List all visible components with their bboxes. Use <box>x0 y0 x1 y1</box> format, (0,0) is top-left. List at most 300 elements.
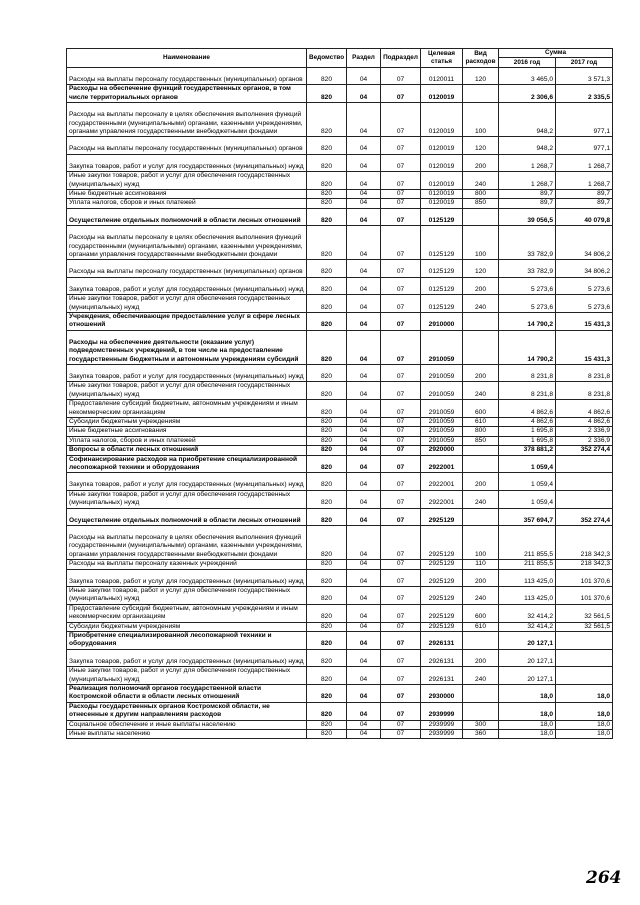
cell-sum-2016: 378 881,2 <box>499 446 556 455</box>
cell-podrazdel: 07 <box>381 587 421 605</box>
cell-article: 2910059 <box>421 417 463 426</box>
cell-sum-2016: 3 465,0 <box>499 68 556 85</box>
table-row <box>67 260 613 277</box>
table-row <box>67 417 613 426</box>
cell-name: Иные бюджетные ассигнования <box>67 427 307 436</box>
cell-name: Иные выплаты населению <box>67 730 307 739</box>
cell-sum-2017: 1 268,7 <box>556 172 613 190</box>
cell-vid <box>463 508 499 525</box>
table-row <box>67 85 613 103</box>
cell-vid: 600 <box>463 400 499 418</box>
cell-sum-2016: 211 855,5 <box>499 526 556 560</box>
cell-vid: 200 <box>463 569 499 586</box>
cell-vedomstvo: 820 <box>307 103 347 137</box>
cell-article: 0120019 <box>421 103 463 137</box>
cell-sum-2017 <box>556 490 613 508</box>
cell-sum-2017: 2 335,5 <box>556 85 613 103</box>
cell-razdel: 04 <box>347 436 381 445</box>
cell-podrazdel: 07 <box>381 702 421 720</box>
cell-podrazdel: 07 <box>381 455 421 473</box>
cell-article: 2922001 <box>421 473 463 490</box>
cell-sum-2016: 357 694,7 <box>499 508 556 525</box>
cell-sum-2016: 8 231,8 <box>499 382 556 400</box>
cell-podrazdel: 07 <box>381 508 421 525</box>
cell-razdel: 04 <box>347 400 381 418</box>
cell-razdel: 04 <box>347 526 381 560</box>
cell-podrazdel: 07 <box>381 199 421 208</box>
cell-razdel: 04 <box>347 364 381 381</box>
cell-vedomstvo: 820 <box>307 312 347 330</box>
cell-name: Расходы на выплаты персоналу государственных (муниципальных) органов <box>67 68 307 85</box>
cell-sum-2017: 977,1 <box>556 103 613 137</box>
cell-sum-2017: 4 862,6 <box>556 417 613 426</box>
cell-name: Расходы на обеспечение функций государственных органов, в том числе территориальных органов <box>67 85 307 103</box>
cell-sum-2017: 8 231,8 <box>556 364 613 381</box>
cell-sum-2016: 4 862,6 <box>499 417 556 426</box>
cell-razdel: 04 <box>347 172 381 190</box>
table-row <box>67 400 613 418</box>
cell-article: 2925129 <box>421 526 463 560</box>
cell-sum-2017: 34 806,2 <box>556 226 613 260</box>
cell-name: Расходы на выплаты персоналу в целях обеспечения выполнения функций государственными (муниципальными) органами, казенными учреждениями, органами управления государственными внебюджетными фондами <box>67 526 307 560</box>
cell-vid <box>463 85 499 103</box>
cell-vedomstvo: 820 <box>307 85 347 103</box>
cell-podrazdel: 07 <box>381 730 421 739</box>
cell-razdel: 04 <box>347 587 381 605</box>
cell-podrazdel: 07 <box>381 685 421 703</box>
cell-podrazdel: 07 <box>381 154 421 171</box>
cell-podrazdel: 07 <box>381 330 421 364</box>
cell-article: 2910059 <box>421 382 463 400</box>
cell-sum-2016: 211 855,5 <box>499 560 556 569</box>
cell-vid: 240 <box>463 490 499 508</box>
cell-article: 2922001 <box>421 490 463 508</box>
cell-sum-2017: 18,0 <box>556 720 613 729</box>
cell-podrazdel: 07 <box>381 189 421 198</box>
cell-vid <box>463 632 499 650</box>
cell-article: 0125129 <box>421 295 463 313</box>
cell-sum-2017: 32 561,5 <box>556 622 613 631</box>
cell-name: Иные бюджетные ассигнования <box>67 189 307 198</box>
cell-sum-2016: 113 425,0 <box>499 569 556 586</box>
cell-sum-2017: 2 336,9 <box>556 436 613 445</box>
cell-podrazdel: 07 <box>381 446 421 455</box>
cell-vedomstvo: 820 <box>307 417 347 426</box>
cell-sum-2017 <box>556 473 613 490</box>
cell-vid: 800 <box>463 427 499 436</box>
cell-podrazdel: 07 <box>381 226 421 260</box>
cell-name: Расходы на выплаты персоналу в целях обеспечения выполнения функций государственными (муниципальными) органами, казенными учреждениями, органами управления государственными внебюджетными фондами <box>67 226 307 260</box>
cell-name: Закупка товаров, работ и услуг для государственных (муниципальных) нужд <box>67 364 307 381</box>
table-row <box>67 667 613 685</box>
cell-razdel: 04 <box>347 382 381 400</box>
cell-article: 2925129 <box>421 560 463 569</box>
cell-sum-2016: 5 273,6 <box>499 295 556 313</box>
cell-sum-2017: 977,1 <box>556 137 613 154</box>
cell-podrazdel: 07 <box>381 137 421 154</box>
budget-table <box>66 48 613 739</box>
cell-vedomstvo: 820 <box>307 604 347 622</box>
cell-name: Вопросы в области лесных отношений <box>67 446 307 455</box>
cell-podrazdel: 07 <box>381 560 421 569</box>
cell-podrazdel: 07 <box>381 720 421 729</box>
table-row <box>67 569 613 586</box>
cell-podrazdel: 07 <box>381 312 421 330</box>
table-row <box>67 649 613 666</box>
cell-podrazdel: 07 <box>381 364 421 381</box>
cell-vedomstvo: 820 <box>307 172 347 190</box>
cell-vedomstvo: 820 <box>307 667 347 685</box>
cell-article: 0120019 <box>421 85 463 103</box>
cell-sum-2017: 34 806,2 <box>556 260 613 277</box>
cell-vedomstvo: 820 <box>307 364 347 381</box>
cell-vedomstvo: 820 <box>307 68 347 85</box>
cell-razdel: 04 <box>347 199 381 208</box>
cell-article: 2925129 <box>421 587 463 605</box>
cell-sum-2017: 352 274,4 <box>556 508 613 525</box>
cell-sum-2016: 14 790,2 <box>499 312 556 330</box>
cell-sum-2017: 2 336,9 <box>556 427 613 436</box>
cell-sum-2016: 113 425,0 <box>499 587 556 605</box>
cell-sum-2017: 18,0 <box>556 702 613 720</box>
cell-razdel: 04 <box>347 427 381 436</box>
cell-vid <box>463 330 499 364</box>
cell-sum-2016: 1 695,8 <box>499 427 556 436</box>
table-row <box>67 382 613 400</box>
cell-podrazdel: 07 <box>381 400 421 418</box>
cell-article: 2925129 <box>421 569 463 586</box>
cell-article: 2910000 <box>421 312 463 330</box>
cell-razdel: 04 <box>347 312 381 330</box>
cell-name: Расходы государственных органов Костромской области, не отнесенные к другим направлениям расходов <box>67 702 307 720</box>
table-row <box>67 172 613 190</box>
cell-vedomstvo: 820 <box>307 189 347 198</box>
cell-vid <box>463 702 499 720</box>
cell-name: Приобретение специализированной лесопожарной техники и оборудования <box>67 632 307 650</box>
cell-article: 0120019 <box>421 189 463 198</box>
cell-sum-2016: 18,0 <box>499 702 556 720</box>
cell-article: 2939999 <box>421 702 463 720</box>
page-number: 264 <box>586 868 622 888</box>
cell-article: 2926131 <box>421 667 463 685</box>
cell-vedomstvo: 820 <box>307 154 347 171</box>
cell-article: 0125129 <box>421 226 463 260</box>
table-row <box>67 330 613 364</box>
header-razdel: Раздел <box>347 49 381 68</box>
cell-vedomstvo: 820 <box>307 446 347 455</box>
cell-sum-2017: 4 862,6 <box>556 400 613 418</box>
table-row <box>67 436 613 445</box>
cell-sum-2016: 20 127,1 <box>499 649 556 666</box>
cell-podrazdel: 07 <box>381 382 421 400</box>
cell-article: 2939999 <box>421 720 463 729</box>
cell-name: Софинансирование расходов на приобретение специализированной лесопожарной техники и оборудования <box>67 455 307 473</box>
cell-sum-2017: 89,7 <box>556 199 613 208</box>
cell-vid: 120 <box>463 137 499 154</box>
cell-article: 2920000 <box>421 446 463 455</box>
cell-vedomstvo: 820 <box>307 560 347 569</box>
cell-podrazdel: 07 <box>381 604 421 622</box>
cell-sum-2017 <box>556 667 613 685</box>
cell-razdel: 04 <box>347 455 381 473</box>
cell-vedomstvo: 820 <box>307 632 347 650</box>
cell-vedomstvo: 820 <box>307 436 347 445</box>
cell-vid: 240 <box>463 172 499 190</box>
cell-vid: 240 <box>463 295 499 313</box>
table-row <box>67 137 613 154</box>
cell-article: 0125129 <box>421 208 463 225</box>
cell-vid: 600 <box>463 604 499 622</box>
cell-sum-2016: 33 782,9 <box>499 260 556 277</box>
cell-vid: 200 <box>463 649 499 666</box>
header-vedomstvo: Ведомство <box>307 49 347 68</box>
cell-sum-2017: 3 571,3 <box>556 68 613 85</box>
table-row <box>67 587 613 605</box>
cell-vid: 610 <box>463 622 499 631</box>
cell-podrazdel: 07 <box>381 295 421 313</box>
cell-vedomstvo: 820 <box>307 730 347 739</box>
cell-name: Иные закупки товаров, работ и услуг для обеспечения государственных (муниципальных) нужд <box>67 382 307 400</box>
header-year-2016: 2016 год <box>499 58 556 68</box>
header-year-2017: 2017 год <box>556 58 613 68</box>
table-row <box>67 473 613 490</box>
cell-vid: 850 <box>463 199 499 208</box>
table-row <box>67 189 613 198</box>
cell-vedomstvo: 820 <box>307 685 347 703</box>
cell-vid: 200 <box>463 154 499 171</box>
cell-vid: 610 <box>463 417 499 426</box>
cell-sum-2017: 89,7 <box>556 189 613 198</box>
cell-razdel: 04 <box>347 417 381 426</box>
table-row <box>67 508 613 525</box>
cell-podrazdel: 07 <box>381 569 421 586</box>
cell-vid: 200 <box>463 277 499 294</box>
cell-razdel: 04 <box>347 154 381 171</box>
cell-razdel: 04 <box>347 667 381 685</box>
cell-razdel: 04 <box>347 446 381 455</box>
cell-podrazdel: 07 <box>381 427 421 436</box>
cell-vid <box>463 312 499 330</box>
cell-sum-2016: 18,0 <box>499 730 556 739</box>
cell-name: Предоставление субсидий бюджетным, автономным учреждениям и иным некоммерческим организациям <box>67 604 307 622</box>
cell-article: 0120019 <box>421 154 463 171</box>
cell-razdel: 04 <box>347 720 381 729</box>
cell-sum-2017: 218 342,3 <box>556 526 613 560</box>
cell-podrazdel: 07 <box>381 208 421 225</box>
cell-article: 2930000 <box>421 685 463 703</box>
cell-vid: 240 <box>463 382 499 400</box>
cell-name: Иные закупки товаров, работ и услуг для обеспечения государственных (муниципальных) нужд <box>67 587 307 605</box>
table-row <box>67 526 613 560</box>
cell-sum-2016: 2 306,6 <box>499 85 556 103</box>
cell-podrazdel: 07 <box>381 260 421 277</box>
table-row <box>67 277 613 294</box>
cell-name: Расходы на выплаты персоналу казенных учреждений <box>67 560 307 569</box>
table-row <box>67 622 613 631</box>
cell-name: Уплата налогов, сборов и иных платежей <box>67 199 307 208</box>
table-row <box>67 208 613 225</box>
cell-name: Реализация полномочий органов государственной власти Костромской области в области лесных отношений <box>67 685 307 703</box>
cell-article: 0120019 <box>421 199 463 208</box>
cell-article: 2939999 <box>421 730 463 739</box>
cell-razdel: 04 <box>347 508 381 525</box>
cell-vedomstvo: 820 <box>307 526 347 560</box>
cell-vedomstvo: 820 <box>307 295 347 313</box>
cell-vid: 240 <box>463 587 499 605</box>
table-row <box>67 312 613 330</box>
cell-podrazdel: 07 <box>381 172 421 190</box>
cell-sum-2017: 15 431,3 <box>556 312 613 330</box>
cell-vid: 100 <box>463 226 499 260</box>
header-vid: Вид расходов <box>463 49 499 68</box>
cell-sum-2016: 18,0 <box>499 685 556 703</box>
cell-vedomstvo: 820 <box>307 137 347 154</box>
cell-razdel: 04 <box>347 730 381 739</box>
cell-vid <box>463 685 499 703</box>
cell-vedomstvo: 820 <box>307 400 347 418</box>
cell-razdel: 04 <box>347 68 381 85</box>
cell-razdel: 04 <box>347 85 381 103</box>
cell-podrazdel: 07 <box>381 622 421 631</box>
cell-sum-2017: 8 231,8 <box>556 382 613 400</box>
cell-article: 2910059 <box>421 364 463 381</box>
cell-razdel: 04 <box>347 622 381 631</box>
cell-podrazdel: 07 <box>381 436 421 445</box>
cell-sum-2016: 4 862,6 <box>499 400 556 418</box>
cell-vedomstvo: 820 <box>307 473 347 490</box>
cell-podrazdel: 07 <box>381 490 421 508</box>
cell-razdel: 04 <box>347 702 381 720</box>
cell-sum-2016: 14 790,2 <box>499 330 556 364</box>
cell-vedomstvo: 820 <box>307 455 347 473</box>
cell-sum-2016: 1 695,8 <box>499 436 556 445</box>
table-row <box>67 154 613 171</box>
table-row <box>67 295 613 313</box>
cell-vedomstvo: 820 <box>307 720 347 729</box>
cell-article: 2926131 <box>421 632 463 650</box>
cell-sum-2016: 1 059,4 <box>499 490 556 508</box>
cell-podrazdel: 07 <box>381 277 421 294</box>
cell-name: Закупка товаров, работ и услуг для государственных (муниципальных) нужд <box>67 154 307 171</box>
cell-sum-2016: 89,7 <box>499 199 556 208</box>
cell-sum-2017 <box>556 455 613 473</box>
cell-razdel: 04 <box>347 685 381 703</box>
cell-article: 0125129 <box>421 260 463 277</box>
table-row <box>67 560 613 569</box>
cell-name: Осуществление отдельных полномочий в области лесных отношений <box>67 508 307 525</box>
table-row <box>67 364 613 381</box>
cell-razdel: 04 <box>347 490 381 508</box>
cell-vid: 240 <box>463 667 499 685</box>
cell-sum-2017: 15 431,3 <box>556 330 613 364</box>
table-header <box>67 49 613 68</box>
cell-podrazdel: 07 <box>381 85 421 103</box>
cell-razdel: 04 <box>347 189 381 198</box>
cell-sum-2017: 218 342,3 <box>556 560 613 569</box>
header-podrazdel: Подраздел <box>381 49 421 68</box>
cell-podrazdel: 07 <box>381 417 421 426</box>
cell-article: 0125129 <box>421 277 463 294</box>
cell-vid: 100 <box>463 526 499 560</box>
cell-sum-2016: 18,0 <box>499 720 556 729</box>
cell-razdel: 04 <box>347 560 381 569</box>
header-article: Целевая статья <box>421 49 463 68</box>
cell-sum-2016: 32 414,2 <box>499 622 556 631</box>
cell-sum-2017: 32 561,5 <box>556 604 613 622</box>
cell-vid: 200 <box>463 364 499 381</box>
table-row <box>67 490 613 508</box>
cell-vedomstvo: 820 <box>307 587 347 605</box>
table-row <box>67 604 613 622</box>
cell-name: Иные закупки товаров, работ и услуг для обеспечения государственных (муниципальных) нужд <box>67 295 307 313</box>
cell-name: Предоставление субсидий бюджетным, автономным учреждениям и иным некоммерческим организациям <box>67 400 307 418</box>
cell-name: Иные закупки товаров, работ и услуг для обеспечения государственных (муниципальных) нужд <box>67 667 307 685</box>
cell-name: Иные закупки товаров, работ и услуг для обеспечения государственных (муниципальных) нужд <box>67 172 307 190</box>
cell-podrazdel: 07 <box>381 667 421 685</box>
table-row <box>67 720 613 729</box>
cell-podrazdel: 07 <box>381 632 421 650</box>
cell-vedomstvo: 820 <box>307 226 347 260</box>
cell-podrazdel: 07 <box>381 103 421 137</box>
cell-sum-2016: 1 059,4 <box>499 473 556 490</box>
cell-sum-2017 <box>556 649 613 666</box>
cell-sum-2016: 8 231,8 <box>499 364 556 381</box>
cell-name: Закупка товаров, работ и услуг для государственных (муниципальных) нужд <box>67 649 307 666</box>
cell-vid: 110 <box>463 560 499 569</box>
cell-name: Социальное обеспечение и иные выплаты населению <box>67 720 307 729</box>
cell-sum-2016: 32 414,2 <box>499 604 556 622</box>
table-row <box>67 427 613 436</box>
cell-sum-2017: 18,0 <box>556 730 613 739</box>
cell-article: 2925129 <box>421 604 463 622</box>
table-row <box>67 685 613 703</box>
cell-vid: 800 <box>463 189 499 198</box>
table-row <box>67 730 613 739</box>
table-body <box>67 68 613 739</box>
budget-table-container <box>66 48 612 739</box>
cell-sum-2017: 5 273,6 <box>556 295 613 313</box>
cell-sum-2016: 948,2 <box>499 103 556 137</box>
cell-name: Учреждения, обеспечивающие предоставление услуг в сфере лесных отношений <box>67 312 307 330</box>
cell-vid <box>463 446 499 455</box>
cell-name: Расходы на выплаты персоналу в целях обеспечения выполнения функций государственными (муниципальными) органами, казенными учреждениями, органами управления государственными внебюджетными фондами <box>67 103 307 137</box>
table-row <box>67 455 613 473</box>
cell-vedomstvo: 820 <box>307 569 347 586</box>
cell-podrazdel: 07 <box>381 473 421 490</box>
cell-article: 2925129 <box>421 508 463 525</box>
cell-razdel: 04 <box>347 632 381 650</box>
cell-vid: 120 <box>463 68 499 85</box>
cell-podrazdel: 07 <box>381 526 421 560</box>
table-row <box>67 446 613 455</box>
table-row <box>67 226 613 260</box>
cell-vedomstvo: 820 <box>307 382 347 400</box>
cell-vid: 360 <box>463 730 499 739</box>
cell-sum-2016: 39 056,5 <box>499 208 556 225</box>
cell-sum-2017: 18,0 <box>556 685 613 703</box>
cell-vedomstvo: 820 <box>307 427 347 436</box>
cell-sum-2016: 5 273,6 <box>499 277 556 294</box>
cell-article: 2910059 <box>421 436 463 445</box>
cell-article: 2922001 <box>421 455 463 473</box>
cell-sum-2017: 101 370,6 <box>556 569 613 586</box>
cell-name: Расходы на выплаты персоналу государственных (муниципальных) органов <box>67 260 307 277</box>
cell-article: 2910059 <box>421 400 463 418</box>
cell-razdel: 04 <box>347 226 381 260</box>
cell-article: 0120011 <box>421 68 463 85</box>
cell-sum-2016: 1 268,7 <box>499 154 556 171</box>
cell-sum-2016: 33 782,9 <box>499 226 556 260</box>
